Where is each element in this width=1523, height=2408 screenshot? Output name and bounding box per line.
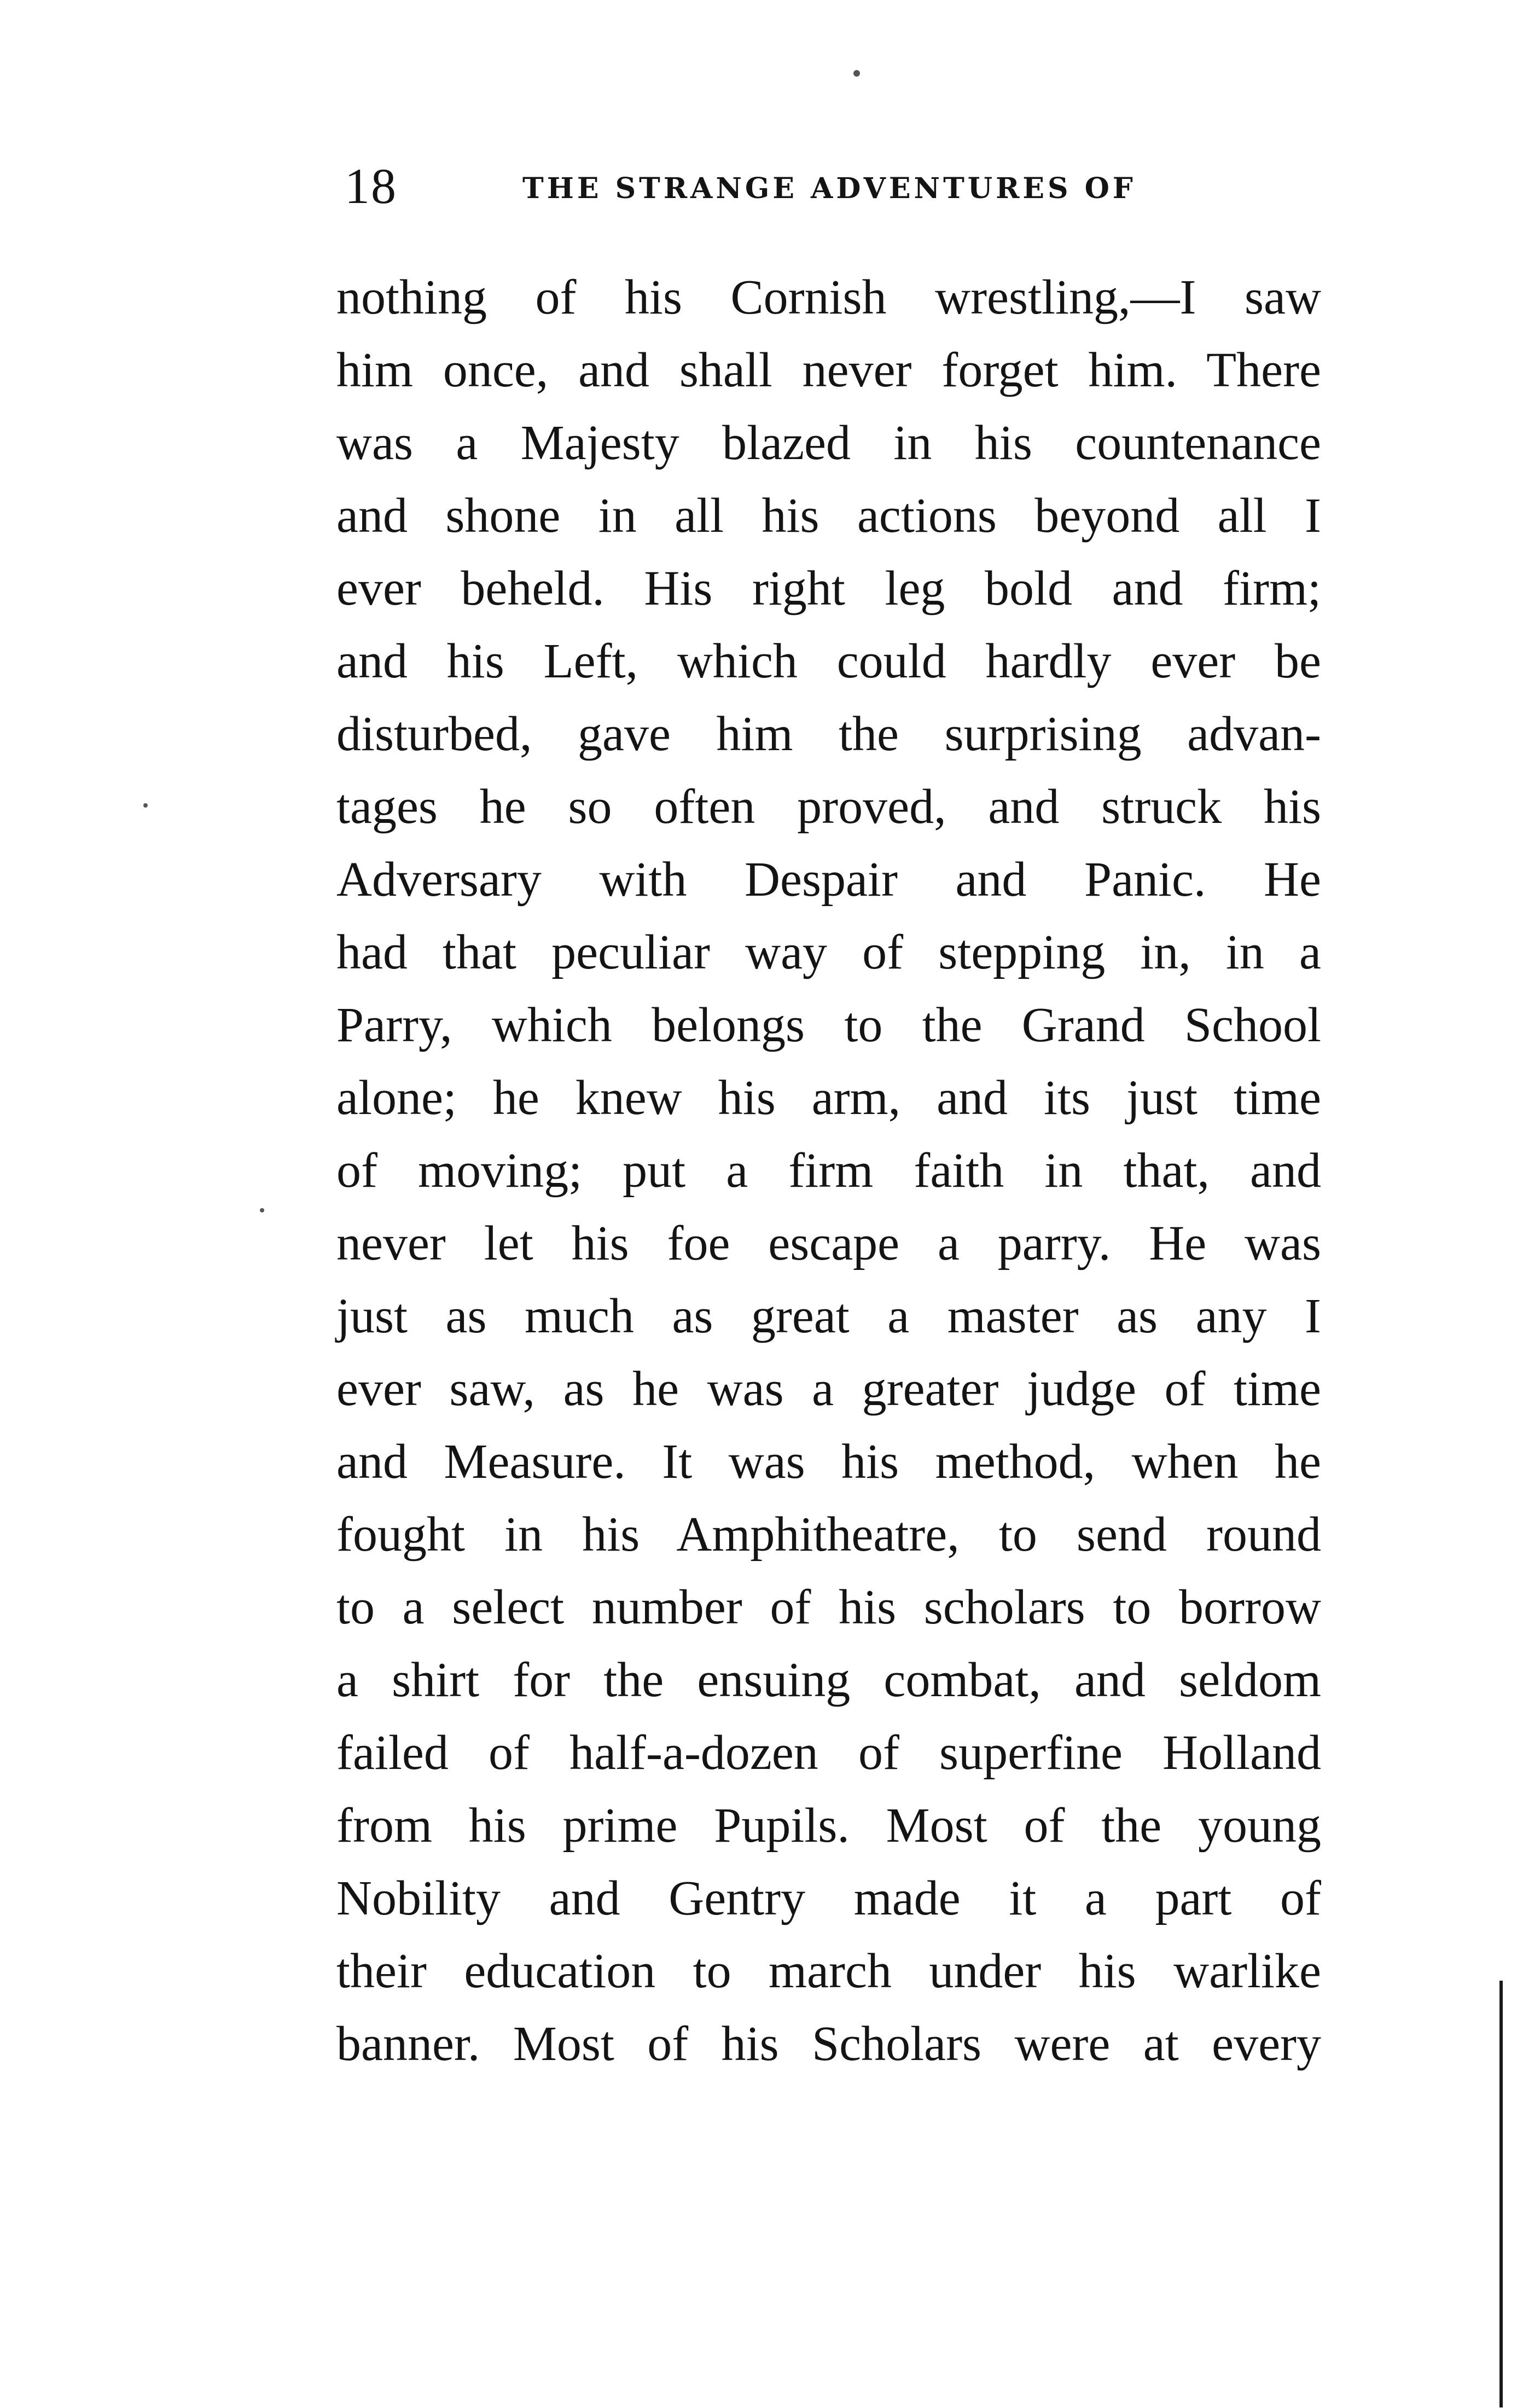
text-line: and his Left, which could hardly ever be xyxy=(336,634,1321,688)
text-line: a shirt for the ensuing combat, and seldom xyxy=(336,1653,1321,1707)
text-line: of moving; put a firm faith in that, and xyxy=(336,1144,1321,1198)
text-line: Adversary with Despair and Panic. He xyxy=(336,852,1321,907)
text-line: just as much as great a master as any I xyxy=(336,1289,1321,1343)
text-line: to a select number of his scholars to borrow xyxy=(336,1580,1321,1634)
text-line: him once, and shall never forget him. There xyxy=(336,343,1321,397)
text-line: nothing of his Cornish wrestling,—I saw xyxy=(336,270,1321,324)
text-line: disturbed, gave him the surprising advan- xyxy=(336,707,1321,761)
text-line: failed of half-a-dozen of superfine Holland xyxy=(336,1726,1321,1780)
text-line: their education to march under his warlike xyxy=(336,1944,1321,1998)
text-line: ever beheld. His right leg bold and firm; xyxy=(336,561,1321,616)
running-head xyxy=(336,156,1321,216)
text-line: ever saw, as he was a greater judge of time xyxy=(336,1362,1321,1416)
text-line: and Measure. It was his method, when he xyxy=(336,1435,1321,1489)
text-line: never let his foe escape a parry. He was xyxy=(336,1216,1321,1270)
scan-speck xyxy=(260,1208,264,1212)
scan-speck xyxy=(143,803,148,808)
text-line: alone; he knew his arm, and its just time xyxy=(336,1071,1321,1125)
text-line: Parry, which belongs to the Grand School xyxy=(336,998,1321,1052)
text-line: and shone in all his actions beyond all I xyxy=(336,489,1321,543)
text-line: fought in his Amphitheatre, to send round xyxy=(336,1507,1321,1562)
page-number: 18 xyxy=(345,158,397,214)
text-line: from his prime Pupils. Most of the young xyxy=(336,1798,1321,1853)
text-line: banner. Most of his Scholars were at every xyxy=(336,2017,1321,2071)
text-line: tages he so often proved, and struck his xyxy=(336,780,1321,834)
running-title: THE STRANGE ADVENTURES OF xyxy=(522,172,1136,205)
body-text xyxy=(336,261,1321,2080)
scan-speck xyxy=(853,70,860,77)
text-line: was a Majesty blazed in his countenance xyxy=(336,416,1321,470)
text-line: Nobility and Gentry made it a part of xyxy=(336,1871,1321,1925)
text-line: had that peculiar way of stepping in, in a xyxy=(336,925,1321,979)
page-edge-shadow xyxy=(1499,1981,1503,2407)
